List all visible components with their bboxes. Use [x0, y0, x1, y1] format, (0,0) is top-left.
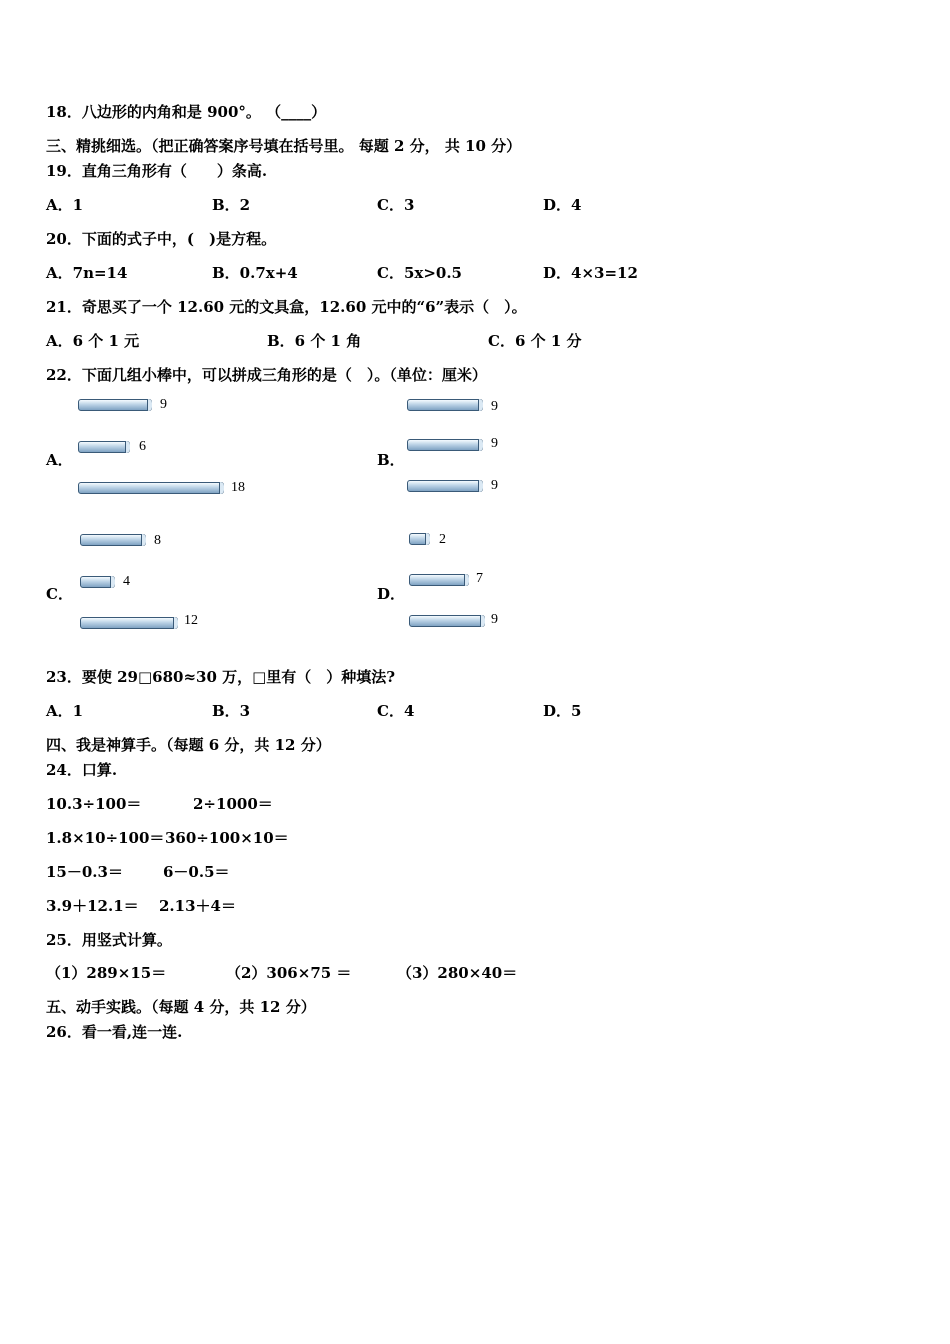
q24-item: 6－0.5＝ [163, 863, 230, 881]
q21-option-c: C．6 个 1 分 [488, 332, 582, 350]
stick-b1-label: 9 [491, 399, 498, 414]
stick-b3 [407, 480, 483, 492]
q21-stem: 21．奇思买了一个 12.60 元的文具盒，12.60 元中的“6”表示（ ）。 [46, 298, 527, 316]
q23-option-c: C．4 [377, 702, 415, 720]
q20-stem: 20．下面的式子中，( )是方程。 [46, 230, 277, 248]
stick-c3 [80, 617, 178, 629]
stick-a3 [78, 482, 224, 494]
stick-b3-label: 9 [491, 478, 498, 493]
q19-option-d: D．4 [543, 196, 582, 214]
q19-option-a: A．1 [46, 196, 84, 214]
q20-option-c: C．5x>0.5 [377, 264, 462, 282]
q23-option-b: B．3 [212, 702, 251, 720]
q23-option-a: A．1 [46, 702, 84, 720]
q23-stem: 23．要使 29□680≈30 万，□里有（ ）种填法? [46, 668, 396, 686]
q22-label-a: A． [46, 451, 73, 469]
q19-stem: 19．直角三角形有（ ）条高. [46, 162, 268, 180]
q21-option-b: B．6 个 1 角 [267, 332, 362, 350]
stick-b1 [407, 399, 483, 411]
stick-d3-label: 9 [491, 612, 498, 627]
stick-a2-label: 6 [139, 439, 146, 454]
q26-stem: 26．看一看,连一连. [46, 1023, 183, 1041]
section-3-heading: 三、精挑细选。（把正确答案序号填在括号里。 每题 2 分， 共 10 分） [46, 137, 522, 155]
stick-a1 [78, 399, 152, 411]
q21-option-a: A．6 个 1 元 [46, 332, 140, 350]
q22-stem: 22．下面几组小棒中，可以拼成三角形的是（ ）。（单位：厘米） [46, 366, 487, 384]
stick-d2-label: 7 [476, 571, 483, 586]
q22-label-c: C． [46, 585, 73, 603]
stick-b2 [407, 439, 483, 451]
q25-item-2: （2）306×75 ＝ [226, 964, 352, 982]
section-4-heading: 四、我是神算手。（每题 6 分，共 12 分） [46, 736, 331, 754]
q24-item: 360÷100×10＝ [165, 829, 289, 847]
q19-option-c: C．3 [377, 196, 415, 214]
stick-a2 [78, 441, 130, 453]
q24-stem: 24．口算. [46, 761, 118, 779]
q24-item: 1.8×10÷100＝ [46, 829, 165, 847]
q20-option-d: D．4×3=12 [543, 264, 638, 282]
q20-option-a: A．7n=14 [46, 264, 128, 282]
stick-c1 [80, 534, 146, 546]
stick-c3-label: 12 [184, 613, 198, 628]
q24-item: 10.3÷100＝ [46, 795, 142, 813]
q18: 18．八边形的内角和是 900°。 （____） [46, 103, 327, 121]
stick-d3 [409, 615, 485, 627]
section-5-heading: 五、动手实践。（每题 4 分，共 12 分） [46, 998, 316, 1016]
stick-c2 [80, 576, 115, 588]
stick-d1-label: 2 [439, 532, 446, 547]
q24-item: 15－0.3＝ [46, 863, 123, 881]
stick-d1 [409, 533, 430, 545]
q23-option-d: D．5 [543, 702, 582, 720]
q25-stem: 25．用竖式计算。 [46, 931, 172, 949]
stick-a3-label: 18 [231, 480, 245, 495]
stick-c2-label: 4 [123, 574, 130, 589]
q22-label-d: D． [377, 585, 406, 603]
q19-option-b: B．2 [212, 196, 251, 214]
q24-item: 3.9＋12.1＝ [46, 897, 139, 915]
q20-option-b: B．0.7x+4 [212, 264, 298, 282]
q24-item: 2.13＋4＝ [159, 897, 236, 915]
q25-item-1: （1）289×15＝ [46, 964, 167, 982]
q25-item-3: （3）280×40＝ [397, 964, 518, 982]
stick-d2 [409, 574, 469, 586]
stick-a1-label: 9 [160, 397, 167, 412]
q22-label-b: B． [377, 451, 405, 469]
q24-item: 2÷1000＝ [193, 795, 273, 813]
stick-b2-label: 9 [491, 436, 498, 451]
stick-c1-label: 8 [154, 533, 161, 548]
